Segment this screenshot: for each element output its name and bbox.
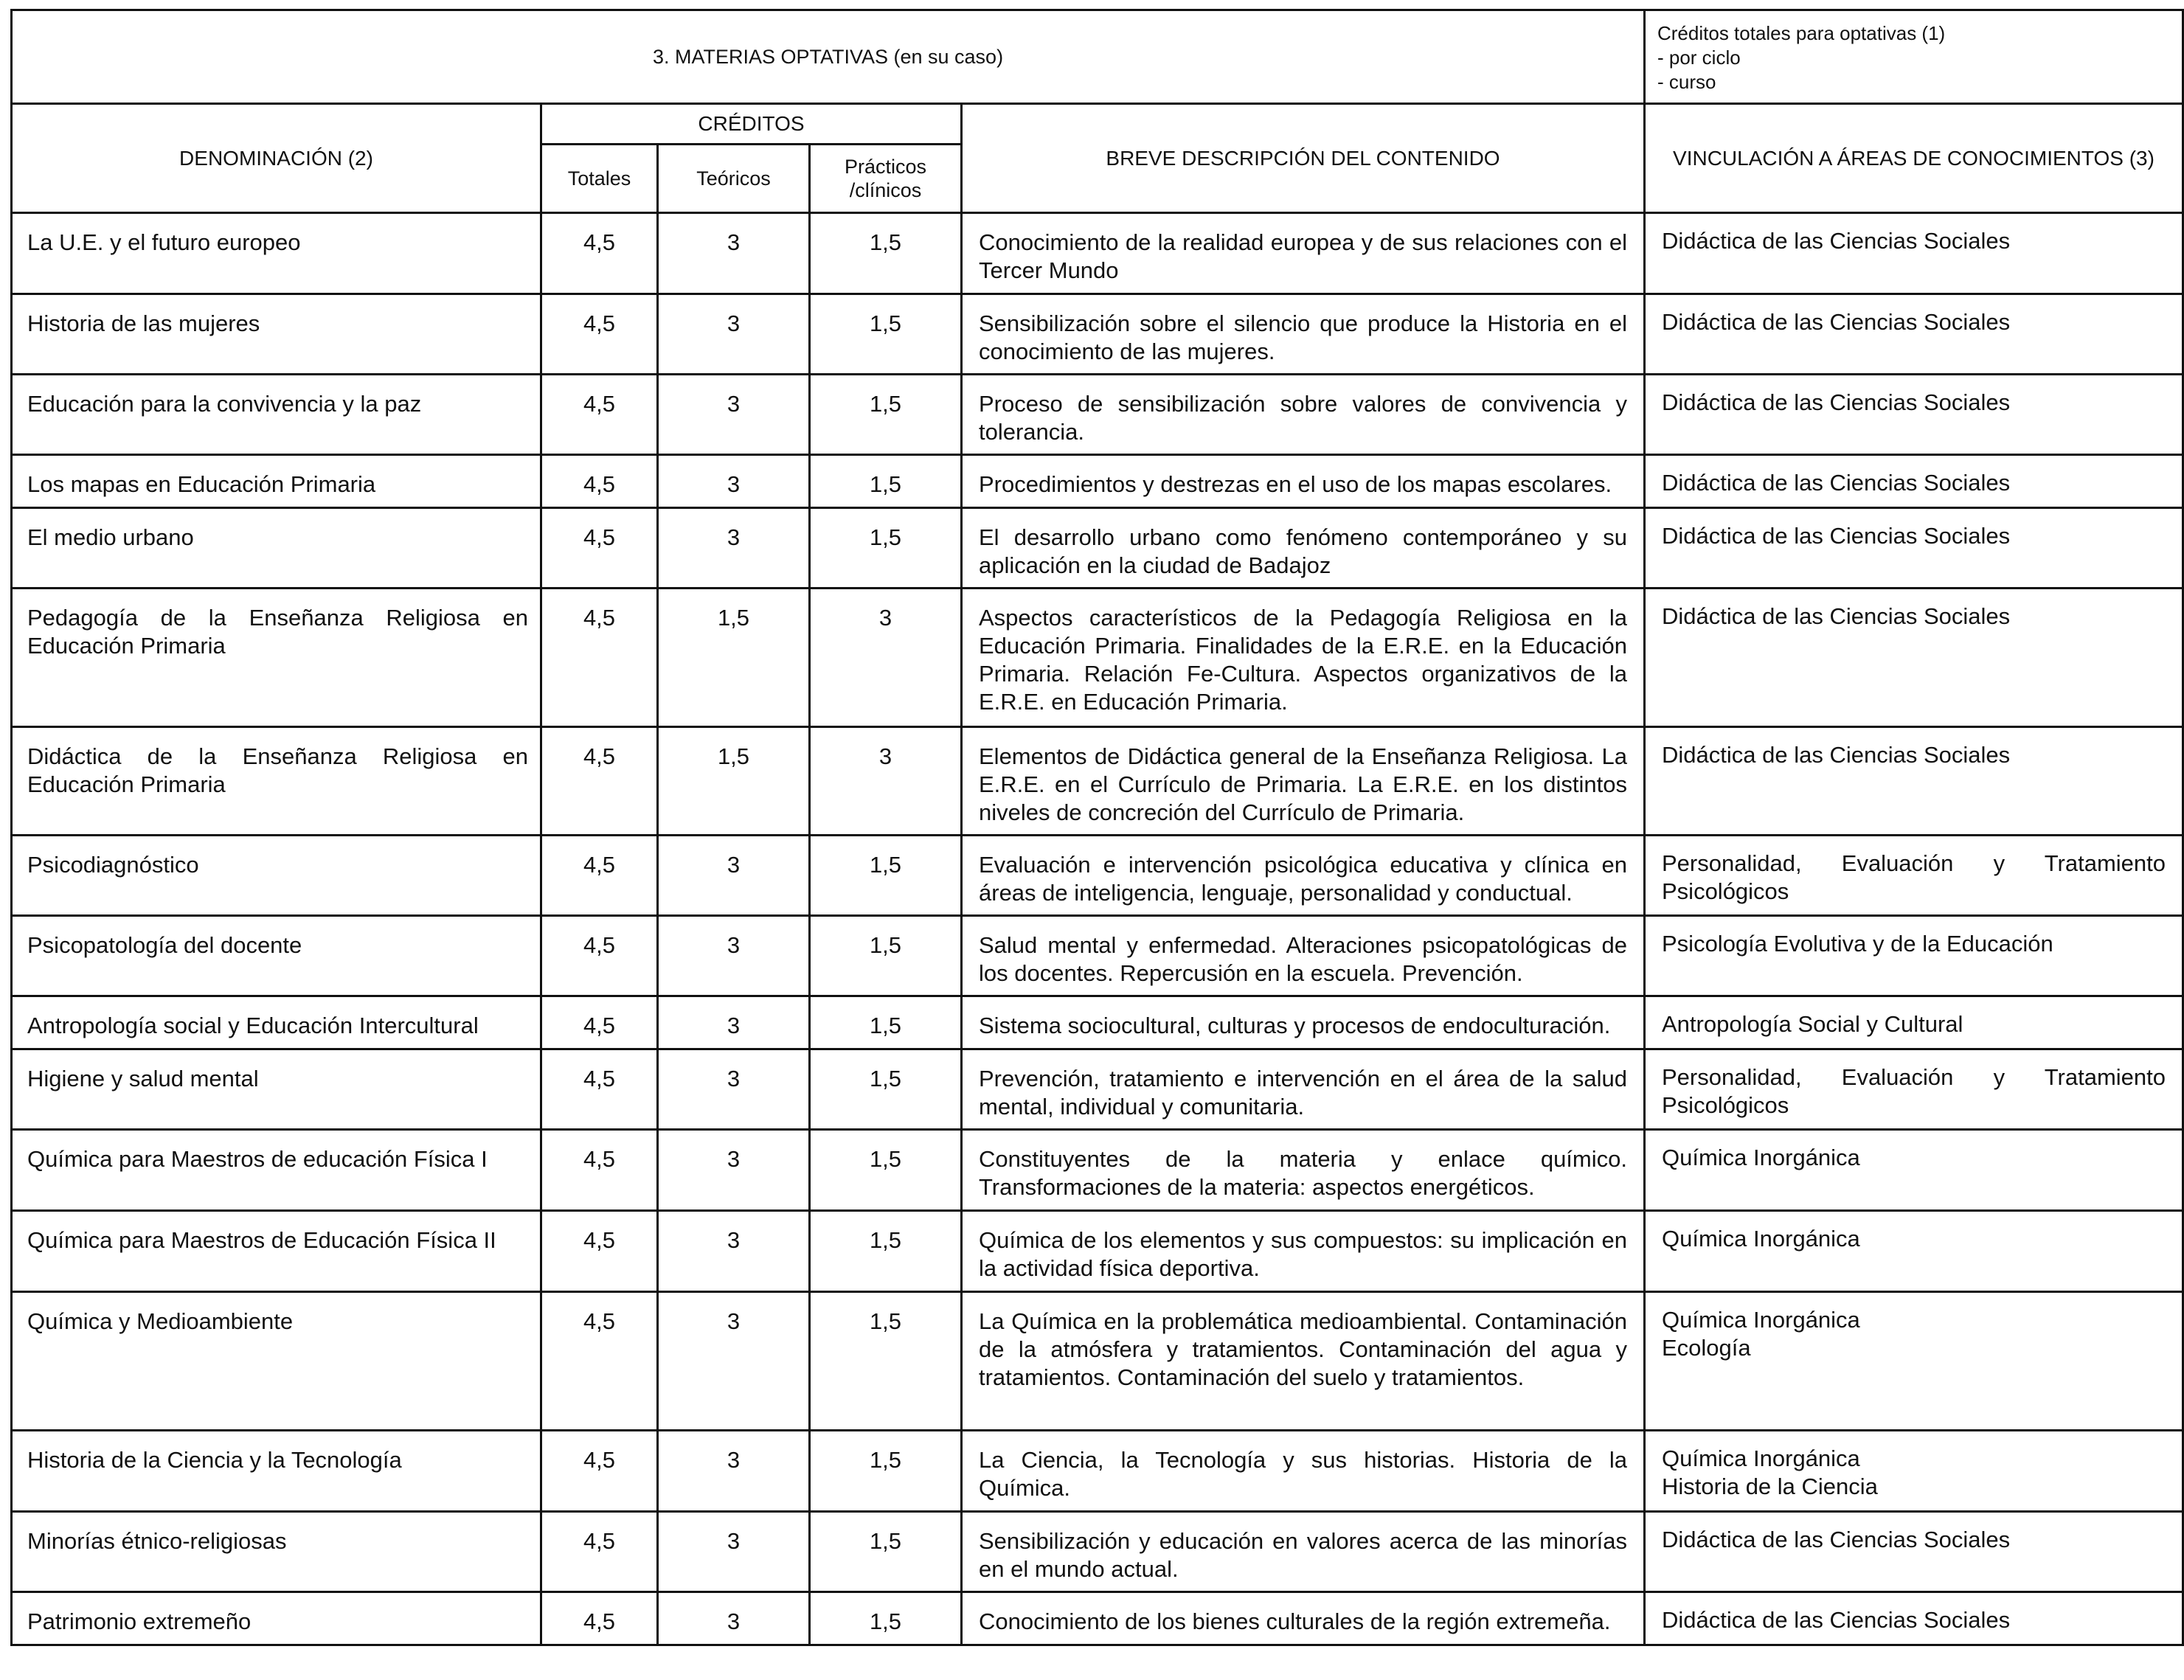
- credits-practicos: 1,5: [810, 1592, 962, 1645]
- column-header-practicos-line: Prácticos: [844, 156, 927, 178]
- subject-description: Sistema sociocultural, culturas y procesos de endoculturación.: [962, 996, 1645, 1049]
- subject-name: Psicopatología del docente: [12, 916, 541, 996]
- knowledge-areas: [1645, 213, 2183, 294]
- subject-description: Química de los elementos y sus compuestos: su implicación en la actividad física deportiva.: [962, 1211, 1645, 1292]
- table-row: [12, 1049, 2183, 1130]
- credits-teoricos: 1,5: [658, 727, 810, 836]
- subject-name: Patrimonio extremeño: [12, 1592, 541, 1645]
- credits-teoricos: 3: [658, 508, 810, 589]
- credits-totales: 4,5: [541, 375, 658, 455]
- knowledge-areas: [1645, 996, 2183, 1049]
- subject-name: Minorías étnico-religiosas: [12, 1512, 541, 1592]
- knowledge-area: Didáctica de las Ciencias Sociales: [1662, 603, 2011, 629]
- column-header-vinculacion: VINCULACIÓN A ÁREAS DE CONOCIMIENTOS (3): [1645, 104, 2183, 213]
- column-header-practicos-line: /clínicos: [849, 179, 922, 201]
- credits-practicos: 1,5: [810, 455, 962, 508]
- subject-name: Didáctica de la Enseñanza Religiosa en Educación Primaria: [12, 727, 541, 836]
- column-header-practicos: [810, 145, 962, 213]
- knowledge-area: Didáctica de las Ciencias Sociales: [1662, 389, 2011, 415]
- column-header-descripcion: BREVE DESCRIPCIÓN DEL CONTENIDO: [962, 104, 1645, 213]
- subject-description: La Química en la problemática medioambiental. Contaminación de la atmósfera y tratamientos. Contaminación del agua y tratamientos. Contaminación del suelo y tratamientos.: [962, 1292, 1645, 1431]
- credits-totales: 4,5: [541, 916, 658, 996]
- credits-practicos: 1,5: [810, 996, 962, 1049]
- table-row: [12, 294, 2183, 375]
- credits-practicos: 1,5: [810, 1211, 962, 1292]
- credits-note-title: Créditos totales para optativas (1): [1657, 22, 1946, 44]
- knowledge-area: Didáctica de las Ciencias Sociales: [1662, 1607, 2011, 1633]
- table-title: 3. MATERIAS OPTATIVAS (en su caso): [12, 10, 1645, 104]
- credits-note-line: - curso: [1657, 71, 1716, 93]
- knowledge-area: Psicología Evolutiva y de la Educación: [1662, 931, 2053, 957]
- table-row: [12, 589, 2183, 727]
- knowledge-area: Didáctica de las Ciencias Sociales: [1662, 1527, 2011, 1552]
- subject-description: Conocimiento de los bienes culturales de la región extremeña.: [962, 1592, 1645, 1645]
- document-page: [10, 9, 2182, 1646]
- knowledge-areas: [1645, 1130, 2183, 1211]
- subject-description: Evaluación e intervención psicológica educativa y clínica en áreas de inteligencia, lenguaje, personalidad y conductual.: [962, 836, 1645, 916]
- subject-description: Sensibilización sobre el silencio que produce la Historia en el conocimiento de las mujeres.: [962, 294, 1645, 375]
- knowledge-areas: [1645, 294, 2183, 375]
- credits-practicos: 3: [810, 727, 962, 836]
- knowledge-areas: [1645, 727, 2183, 836]
- credits-note: [1645, 10, 2183, 104]
- table-row: [12, 836, 2183, 916]
- knowledge-area: Antropología Social y Cultural: [1662, 1011, 1963, 1037]
- credits-totales: 4,5: [541, 727, 658, 836]
- column-header-totales: Totales: [541, 145, 658, 213]
- knowledge-areas: [1645, 836, 2183, 916]
- credits-practicos: 1,5: [810, 1431, 962, 1512]
- credits-teoricos: 3: [658, 375, 810, 455]
- subject-description: Sensibilización y educación en valores acerca de las minorías en el mundo actual.: [962, 1512, 1645, 1592]
- credits-teoricos: 3: [658, 213, 810, 294]
- subject-name: Higiene y salud mental: [12, 1049, 541, 1130]
- knowledge-areas: [1645, 589, 2183, 727]
- knowledge-area: Psicológicos: [1662, 878, 1789, 904]
- table-row: [12, 1592, 2183, 1645]
- column-header-row: [12, 104, 2183, 145]
- credits-totales: 4,5: [541, 836, 658, 916]
- credits-teoricos: 3: [658, 1049, 810, 1130]
- subject-description: Proceso de sensibilización sobre valores de convivencia y tolerancia.: [962, 375, 1645, 455]
- table-row: [12, 1211, 2183, 1292]
- table-row: [12, 1431, 2183, 1512]
- credits-totales: 4,5: [541, 1292, 658, 1431]
- knowledge-area: Química Inorgánica: [1662, 1145, 1860, 1170]
- table-title-row: [12, 10, 2183, 104]
- credits-practicos: 1,5: [810, 1292, 962, 1431]
- credits-teoricos: 3: [658, 455, 810, 508]
- credits-teoricos: 3: [658, 1211, 810, 1292]
- table-row: [12, 213, 2183, 294]
- table-body: [12, 213, 2183, 1645]
- knowledge-area: Didáctica de las Ciencias Sociales: [1662, 742, 2011, 768]
- knowledge-area: Didáctica de las Ciencias Sociales: [1662, 309, 2011, 335]
- knowledge-area: Química Inorgánica: [1662, 1307, 1860, 1333]
- credits-practicos: 3: [810, 589, 962, 727]
- credits-totales: 4,5: [541, 996, 658, 1049]
- knowledge-areas: [1645, 1512, 2183, 1592]
- credits-teoricos: 3: [658, 916, 810, 996]
- knowledge-area: Psicológicos: [1662, 1092, 1789, 1118]
- credits-teoricos: 3: [658, 294, 810, 375]
- knowledge-areas: [1645, 375, 2183, 455]
- knowledge-area: Personalidad, Evaluación y Tratamiento: [1662, 850, 2166, 876]
- column-header-teoricos: Teóricos: [658, 145, 810, 213]
- subject-name: Antropología social y Educación Intercultural: [12, 996, 541, 1049]
- knowledge-areas: [1645, 1292, 2183, 1431]
- table-row: [12, 508, 2183, 589]
- subject-name: Historia de la Ciencia y la Tecnología: [12, 1431, 541, 1512]
- table-row: [12, 916, 2183, 996]
- knowledge-areas: [1645, 1431, 2183, 1512]
- table-row: [12, 1130, 2183, 1211]
- subject-name: Pedagogía de la Enseñanza Religiosa en Educación Primaria: [12, 589, 541, 727]
- credits-practicos: 1,5: [810, 508, 962, 589]
- credits-totales: 4,5: [541, 1431, 658, 1512]
- knowledge-areas: [1645, 1592, 2183, 1645]
- table-row: [12, 996, 2183, 1049]
- subject-description: El desarrollo urbano como fenómeno contemporáneo y su aplicación en la ciudad de Badajoz: [962, 508, 1645, 589]
- credits-practicos: 1,5: [810, 294, 962, 375]
- credits-totales: 4,5: [541, 213, 658, 294]
- credits-totales: 4,5: [541, 1130, 658, 1211]
- table-row: [12, 1512, 2183, 1592]
- credits-practicos: 1,5: [810, 916, 962, 996]
- knowledge-area: Didáctica de las Ciencias Sociales: [1662, 523, 2011, 549]
- credits-teoricos: 3: [658, 996, 810, 1049]
- credits-practicos: 1,5: [810, 375, 962, 455]
- subject-description: Aspectos característicos de la Pedagogía Religiosa en la Educación Primaria. Finalidades de la E.R.E. en la Educación Primaria. Relación Fe-Cultura. Aspectos organizativos de la E.R.E. en Educación Primaria.: [962, 589, 1645, 727]
- knowledge-areas: [1645, 508, 2183, 589]
- knowledge-areas: [1645, 455, 2183, 508]
- credits-teoricos: 3: [658, 1592, 810, 1645]
- credits-teoricos: 3: [658, 1431, 810, 1512]
- credits-teoricos: 3: [658, 1130, 810, 1211]
- table-row: [12, 375, 2183, 455]
- table-row: [12, 1292, 2183, 1431]
- subject-name: Química para Maestros de educación Física I: [12, 1130, 541, 1211]
- knowledge-area: Didáctica de las Ciencias Sociales: [1662, 228, 2011, 254]
- credits-teoricos: 3: [658, 836, 810, 916]
- credits-teoricos: 3: [658, 1512, 810, 1592]
- subject-name: Los mapas en Educación Primaria: [12, 455, 541, 508]
- knowledge-area: Historia de la Ciencia: [1662, 1474, 1878, 1499]
- credits-totales: 4,5: [541, 1211, 658, 1292]
- knowledge-area: Personalidad, Evaluación y Tratamiento: [1662, 1064, 2166, 1090]
- credits-totales: 4,5: [541, 294, 658, 375]
- credits-totales: 4,5: [541, 589, 658, 727]
- credits-totales: 4,5: [541, 508, 658, 589]
- credits-totales: 4,5: [541, 1592, 658, 1645]
- subject-name: Educación para la convivencia y la paz: [12, 375, 541, 455]
- knowledge-area: Didáctica de las Ciencias Sociales: [1662, 470, 2011, 496]
- credits-totales: 4,5: [541, 1049, 658, 1130]
- subject-name: Psicodiagnóstico: [12, 836, 541, 916]
- subject-description: Constituyentes de la materia y enlace químico. Transformaciones de la materia: aspectos energéticos.: [962, 1130, 1645, 1211]
- subject-description: Procedimientos y destrezas en el uso de los mapas escolares.: [962, 455, 1645, 508]
- table-row: [12, 727, 2183, 836]
- credits-practicos: 1,5: [810, 1049, 962, 1130]
- column-header-denominacion: DENOMINACIÓN (2): [12, 104, 541, 213]
- optional-subjects-table: [10, 9, 2184, 1646]
- credits-practicos: 1,5: [810, 1512, 962, 1592]
- knowledge-area: Química Inorgánica: [1662, 1226, 1860, 1252]
- subject-name: La U.E. y el futuro europeo: [12, 213, 541, 294]
- subject-name: Química y Medioambiente: [12, 1292, 541, 1431]
- credits-note-line: - por ciclo: [1657, 46, 1741, 69]
- subject-description: Conocimiento de la realidad europea y de sus relaciones con el Tercer Mundo: [962, 213, 1645, 294]
- subject-name: El medio urbano: [12, 508, 541, 589]
- credits-teoricos: 1,5: [658, 589, 810, 727]
- credits-totales: 4,5: [541, 1512, 658, 1592]
- credits-totales: 4,5: [541, 455, 658, 508]
- credits-teoricos: 3: [658, 1292, 810, 1431]
- knowledge-area: Química Inorgánica: [1662, 1445, 1860, 1471]
- knowledge-areas: [1645, 916, 2183, 996]
- credits-practicos: 1,5: [810, 213, 962, 294]
- subject-description: Prevención, tratamiento e intervención en el área de la salud mental, individual y comunitaria.: [962, 1049, 1645, 1130]
- knowledge-areas: [1645, 1049, 2183, 1130]
- knowledge-area: Ecología: [1662, 1335, 1751, 1361]
- table-row: [12, 455, 2183, 508]
- column-header-creditos: CRÉDITOS: [541, 104, 962, 145]
- subject-description: Elementos de Didáctica general de la Enseñanza Religiosa. La E.R.E. en el Currículo de Primaria. La E.R.E. en los distintos niveles de concreción del Currículo de Primaria.: [962, 727, 1645, 836]
- credits-practicos: 1,5: [810, 836, 962, 916]
- subject-description: La Ciencia, la Tecnología y sus historias. Historia de la Química.: [962, 1431, 1645, 1512]
- subject-name: Química para Maestros de Educación Física II: [12, 1211, 541, 1292]
- knowledge-areas: [1645, 1211, 2183, 1292]
- subject-name: Historia de las mujeres: [12, 294, 541, 375]
- subject-description: Salud mental y enfermedad. Alteraciones psicopatológicas de los docentes. Repercusión en la escuela. Prevención.: [962, 916, 1645, 996]
- credits-practicos: 1,5: [810, 1130, 962, 1211]
